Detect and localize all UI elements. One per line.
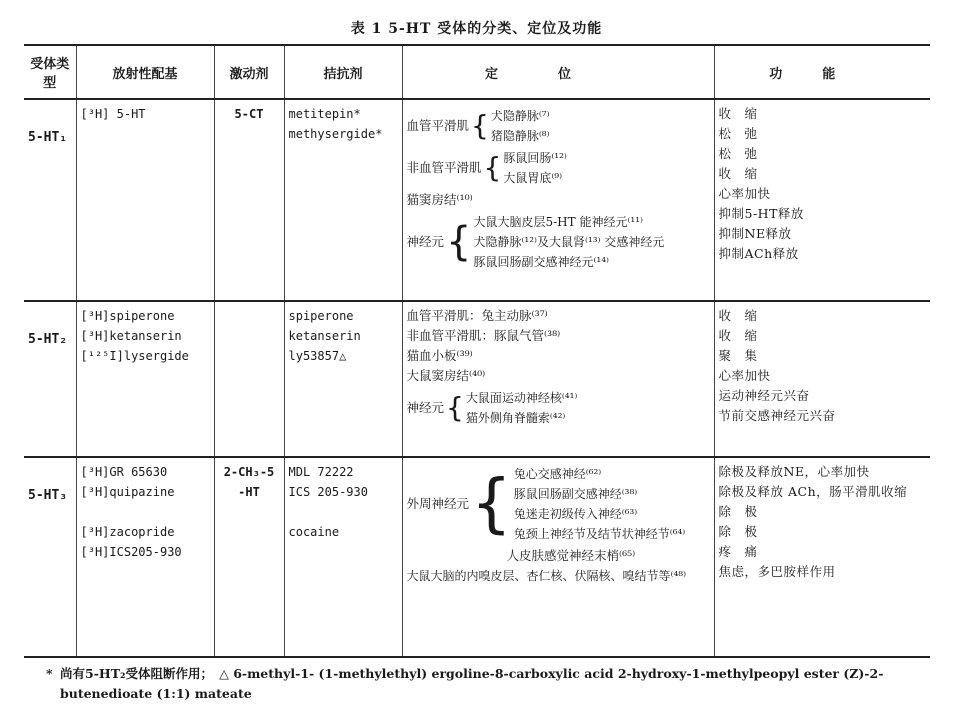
function-cell <box>714 99 930 301</box>
location-item: 大鼠窦房结⁽⁴⁰⁾ <box>406 368 486 383</box>
agonist-cell <box>214 99 284 301</box>
ligand-item: [³H]spiperone <box>80 309 175 323</box>
function-item: 节前交感神经元兴奋 <box>718 408 836 423</box>
location-item: 血管平滑肌：兔主动脉⁽³⁷⁾ <box>406 308 548 323</box>
location-cell <box>402 457 714 657</box>
antagonist-item: MDL 72222 <box>288 465 354 479</box>
ligand-item: [³H]quipazine <box>80 485 175 499</box>
ligand-item: [³H]GR 65630 <box>80 465 168 479</box>
location-group <box>407 212 710 272</box>
location-group <box>407 106 710 146</box>
function-item: 松 弛 <box>718 146 758 161</box>
footnote-text: 尚有5-HT₂受体阻断作用； △ 6-methyl-1- (1-methylethyl) ergoline-8-carboxylic acid 2-hydroxy-1-methylpeopyl ester (Z)-2-butenedioate (1:1) mateate <box>60 666 884 701</box>
ligand-item: [³H] 5-HT <box>80 107 146 121</box>
location-label: 神经元 <box>406 234 445 249</box>
footnote <box>46 664 930 704</box>
antagonist-item: cocaine <box>288 525 340 539</box>
function-item: 焦虑，多巴胺样作用 <box>718 564 836 579</box>
ligand-item: [³H]ICS205-930 <box>80 545 182 559</box>
antagonist-item: ketanserin <box>288 329 361 343</box>
agonist-cell <box>214 301 284 457</box>
antagonist-cell <box>284 301 402 457</box>
header-type: 受体类型 <box>24 45 76 99</box>
function-item: 运动神经元兴奋 <box>718 388 810 403</box>
table-caption: 表 1 5-HT 受体的分类、定位及功能 <box>350 21 603 37</box>
location-label: 血管平滑肌 <box>406 118 470 133</box>
location-item: 大鼠大脑皮层5-HT 能神经元⁽¹¹⁾ <box>473 215 643 229</box>
header-row <box>24 45 930 99</box>
header-location: 定位 <box>402 45 714 99</box>
location-item: 猫血小板⁽³⁹⁾ <box>406 348 473 363</box>
location-item: 非血管平滑肌：豚鼠气管⁽³⁸⁾ <box>406 328 561 343</box>
location-item: 兔迷走初级传入神经⁽⁶³⁾ <box>513 507 638 521</box>
agonist-cell <box>214 457 284 657</box>
agonist-item: 2-CH₃-5 <box>223 465 275 479</box>
location-group <box>407 464 710 544</box>
agonist-item: 5-CT <box>234 107 264 121</box>
location-item: 人皮肤感觉神经末梢⁽⁶⁵⁾ <box>506 548 636 563</box>
ligand-item: [¹²⁵I]lysergide <box>80 349 189 363</box>
location-item: 豚鼠回肠副交感神经⁽³⁸⁾ <box>513 487 638 501</box>
function-cell <box>714 457 930 657</box>
header-antagonist: 拮抗剂 <box>284 45 402 99</box>
receptor-type: 5-HT₂ <box>24 301 76 457</box>
antagonist-item <box>289 502 398 522</box>
location-item: 猫外侧角脊髓索⁽⁴²⁾ <box>465 411 566 425</box>
brace-icon: { <box>446 391 464 424</box>
function-cell <box>714 301 930 457</box>
antagonist-item: ICS 205-930 <box>288 485 368 499</box>
location-item: 豚鼠回肠副交感神经元⁽¹⁴⁾ <box>473 255 609 269</box>
antagonist-item: methysergide* <box>288 127 383 141</box>
brace-icon: { <box>446 219 472 265</box>
header-ligand: 放射性配基 <box>76 45 214 99</box>
table-row <box>24 301 930 457</box>
brace-icon: { <box>483 151 502 184</box>
location-item: 兔心交感神经⁽⁶²⁾ <box>513 467 602 481</box>
function-item: 除极及释放NE，心率加快 <box>718 464 870 479</box>
location-item: 犬隐静脉⁽¹²⁾及大鼠肾⁽¹³⁾ 交感神经元 <box>473 235 665 249</box>
location-label: 非血管平滑肌 <box>406 160 482 175</box>
receptor-type: 5-HT₃ <box>24 457 76 657</box>
function-item: 收 缩 <box>718 308 758 323</box>
ligand-item: [³H]ketanserin <box>80 329 182 343</box>
location-item: 猪隐静脉⁽⁸⁾ <box>490 129 550 143</box>
location-item: 兔颈上神经节及结节状神经节⁽⁶⁴⁾ <box>513 527 686 541</box>
brace-icon: { <box>471 467 512 541</box>
location-group <box>407 388 710 428</box>
location-item: 犬隐静脉⁽⁷⁾ <box>490 109 550 123</box>
function-item: 除 极 <box>718 524 758 539</box>
table-row <box>24 99 930 301</box>
ligand-cell <box>76 457 214 657</box>
function-item: 聚 集 <box>718 348 758 363</box>
location-label: 神经元 <box>406 400 445 415</box>
receptor-table <box>24 44 930 658</box>
antagonist-cell <box>284 457 402 657</box>
ligand-item: [³H]zacopride <box>80 525 175 539</box>
function-item: 抑制5-HT释放 <box>718 206 804 221</box>
receptor-type: 5-HT₁ <box>24 99 76 301</box>
header-function: 功能 <box>714 45 930 99</box>
ligand-cell <box>76 301 214 457</box>
agonist-item: -HT <box>238 485 260 499</box>
function-item: 除 极 <box>718 504 758 519</box>
location-item: 大鼠面运动神经核⁽⁴¹⁾ <box>465 391 578 405</box>
location-item: 大鼠胃底⁽⁹⁾ <box>503 171 563 185</box>
table-row <box>24 457 930 657</box>
function-item: 抑制NE释放 <box>718 226 792 241</box>
function-item: 收 缩 <box>718 106 758 121</box>
location-item: 豚鼠回肠⁽¹²⁾ <box>503 151 567 165</box>
function-item: 心率加快 <box>718 186 771 201</box>
function-item: 收 缩 <box>718 166 758 181</box>
function-item: 松 弛 <box>718 126 758 141</box>
header-agonist: 激动剂 <box>214 45 284 99</box>
function-item: 抑制ACh释放 <box>718 246 799 261</box>
antagonist-item: spiperone <box>288 309 354 323</box>
location-item: 大鼠大脑的内嗅皮层、杏仁核、伏隔核、嗅结节等⁽⁴⁸⁾ <box>406 569 687 583</box>
function-item: 除极及释放 ACh，肠平滑肌收缩 <box>718 484 908 499</box>
function-item: 收 缩 <box>718 328 758 343</box>
ligand-item <box>81 502 210 522</box>
brace-icon: { <box>471 109 489 142</box>
antagonist-item: metitepin* <box>288 107 361 121</box>
antagonist-cell <box>284 99 402 301</box>
function-item: 心率加快 <box>718 368 771 383</box>
location-cell <box>402 301 714 457</box>
location-label: 外周神经元 <box>406 496 470 511</box>
location-item: 猫窦房结⁽¹⁰⁾ <box>406 192 473 207</box>
location-group <box>407 148 710 188</box>
ligand-cell <box>76 99 214 301</box>
footnote-star: * <box>46 666 53 681</box>
location-cell <box>402 99 714 301</box>
antagonist-item: ly53857△ <box>288 349 347 363</box>
function-item: 疼 痛 <box>718 544 758 559</box>
